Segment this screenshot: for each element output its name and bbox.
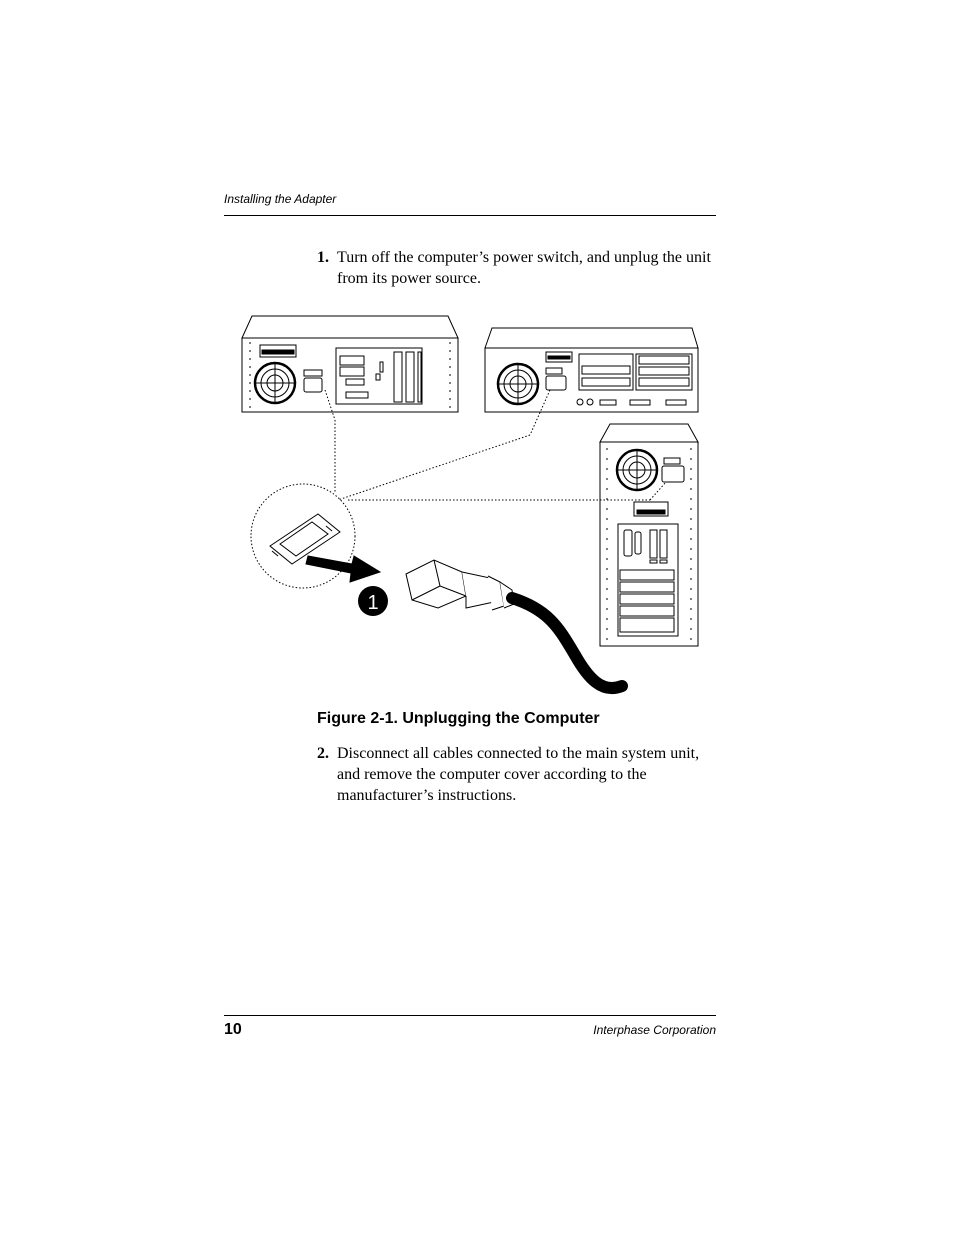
power-inlet-closeup [251, 484, 355, 588]
step-1 [317, 247, 717, 291]
desktop-computer-right [485, 328, 698, 412]
footer-company: Interphase Corporation [593, 1023, 716, 1037]
page-number: 10 [224, 1021, 242, 1038]
power-cable [512, 598, 622, 688]
footer-rule [224, 1015, 716, 1016]
callout-number: 1 [367, 592, 379, 614]
tower-computer [600, 424, 698, 646]
step-2 [317, 743, 717, 809]
step-number: 1. [317, 249, 329, 266]
header-rule [224, 215, 716, 216]
step-text: Disconnect all cables connected to the main system unit, and remove the computer cover according to the manufacturer’s instructions. [337, 745, 700, 804]
figure-caption: Figure 2-1. Unplugging the Computer [317, 710, 600, 727]
desktop-computer-left [242, 316, 458, 412]
running-header: Installing the Adapter [224, 192, 337, 206]
leader-lines [325, 390, 666, 500]
unplugging-illustration [230, 310, 710, 705]
power-plug [406, 560, 514, 610]
pull-direction-arrow [306, 556, 380, 582]
step-text: Turn off the computer’s power switch, and unplug the unit from its power source. [337, 249, 711, 287]
step-number: 2. [317, 745, 329, 762]
